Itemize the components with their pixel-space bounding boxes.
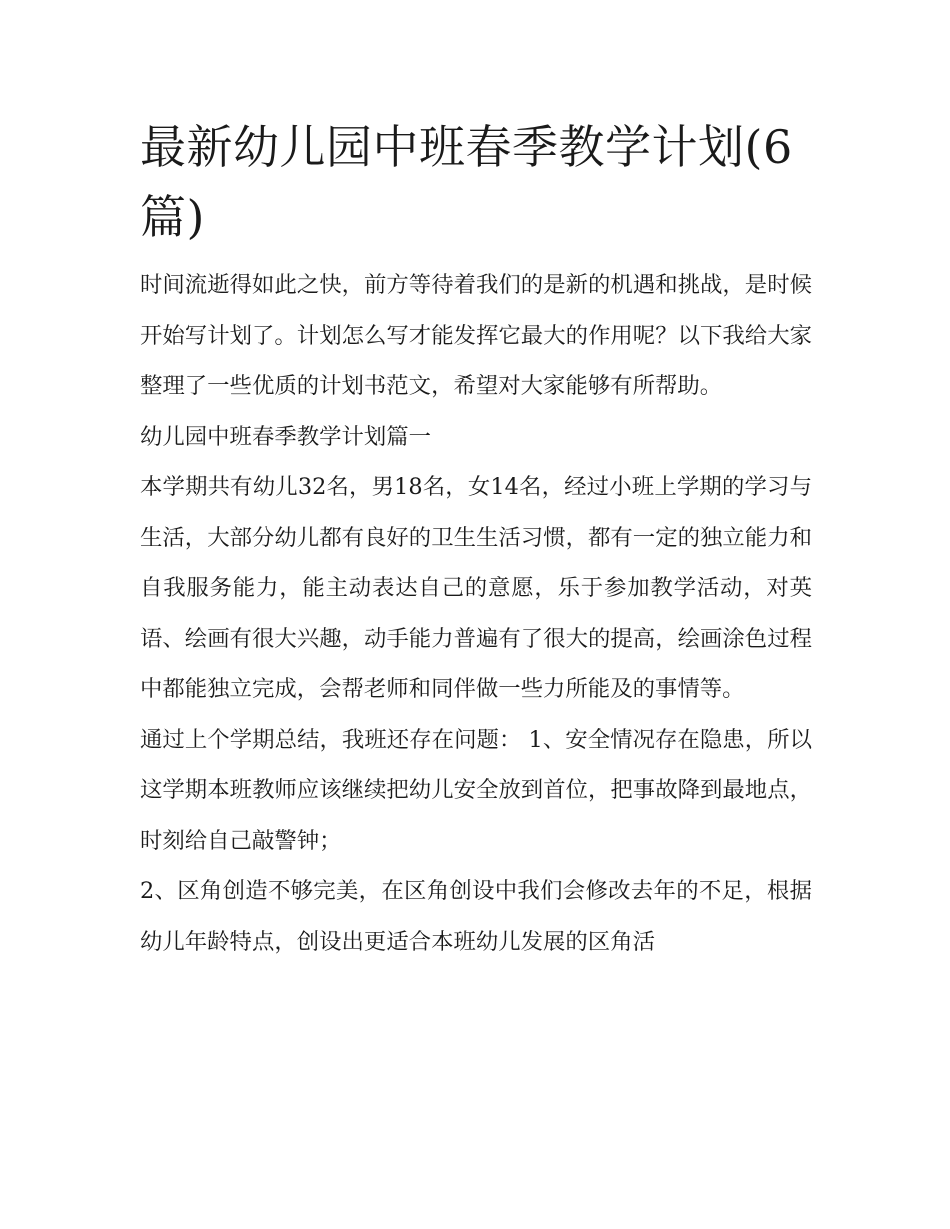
body-paragraph-3: 2、区角创造不够完美，在区角创设中我们会修改去年的不足，根据幼儿年龄特点，创设出更适合本班幼儿发展的区角活 [140,878,812,955]
intro-paragraph: 时间流逝得如此之快，前方等待着我们的是新的机遇和挑战，是时候开始写计划了。计划怎么写才能发挥它最大的作用呢？以下我给大家整理了一些优质的计划书范文，希望对大家能够有所帮助。 [140,272,812,399]
section-heading: 幼儿园中班春季教学计划篇一 [140,423,432,450]
document-body [140,112,812,967]
body-paragraph-1: 本学期共有幼儿32名，男18名，女14名，经过小班上学期的学习与生活，大部分幼儿都有良好的卫生生活习惯，都有一定的独立能力和自我服务能力，能主动表达自己的意愿，乐于参加教学活动，对英语、绘画有很大兴趣，动手能力普遍有了很大的提高，绘画涂色过程中都能独立完成，会帮老师和同伴做一些力所能及的事情等。 [140,474,812,702]
document-title: 最新幼儿园中班春季教学计划(6篇) [140,120,793,244]
body-paragraph-2: 通过上个学期总结，我班还存在问题： 1、安全情况存在隐患，所以这学期本班教师应该继续把幼儿安全放到首位，把事故降到最地点，时刻给自己敲警钟； [140,726,812,854]
